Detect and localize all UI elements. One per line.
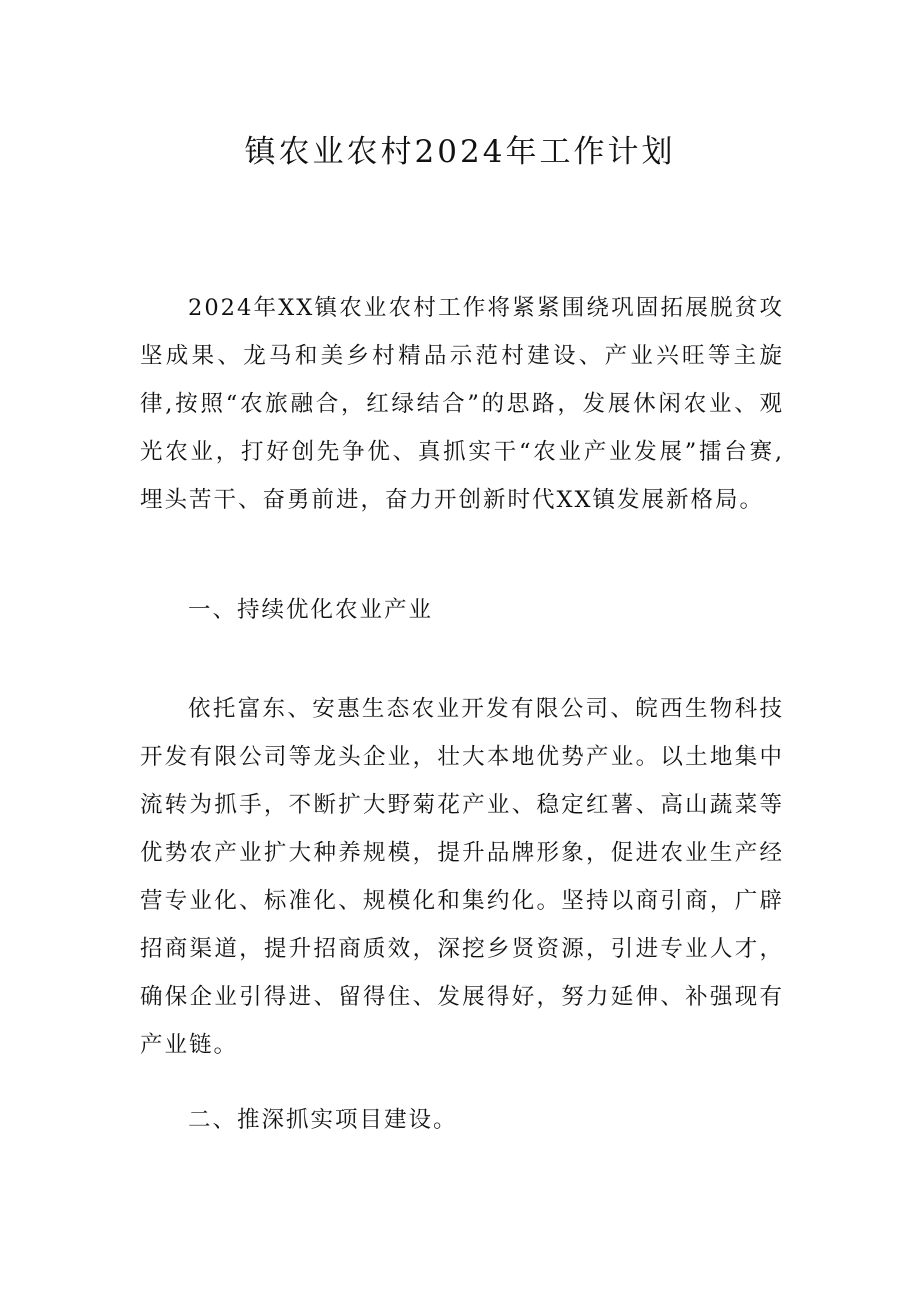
section-heading-2: 二、推深抓实项目建设。 (188, 1107, 458, 1133)
section-body-1: 依托富东、安惠生态农业开发有限公司、皖西生物科技开发有限公司等龙头企业，壮大本地优势产业。以土地集中流转为抓手，不断扩大野菊花产业、稳定红薯、高山蔬菜等优势农产业扩大种养规模，提升品牌形象，促进农业生产经营专业化、标准化、规模化和集约化。坚持以商引商，广辟招商渠道，提升招商质效，深挖乡贤资源，引进专业人才，确保企业引得进、留得住、发展得好，努力延伸、补强现有产业链。 (140, 696, 784, 1058)
document-title: 镇农业农村2024年工作计划 (244, 134, 676, 170)
intro-paragraph: 2024年XX镇农业农村工作将紧紧围绕巩固拓展脱贫攻坚成果、龙马和美乡村精品示范村建设、产业兴旺等主旋律,按照“农旅融合，红绿结合”的思路，发展休闲农业、观光农业，打好创先争优、真抓实干“农业产业发展”擂台赛,埋头苦干、奋勇前进，奋力开创新时代XX镇发展新格局。 (140, 295, 784, 513)
section-heading-1: 一、持续优化农业产业 (188, 597, 434, 623)
